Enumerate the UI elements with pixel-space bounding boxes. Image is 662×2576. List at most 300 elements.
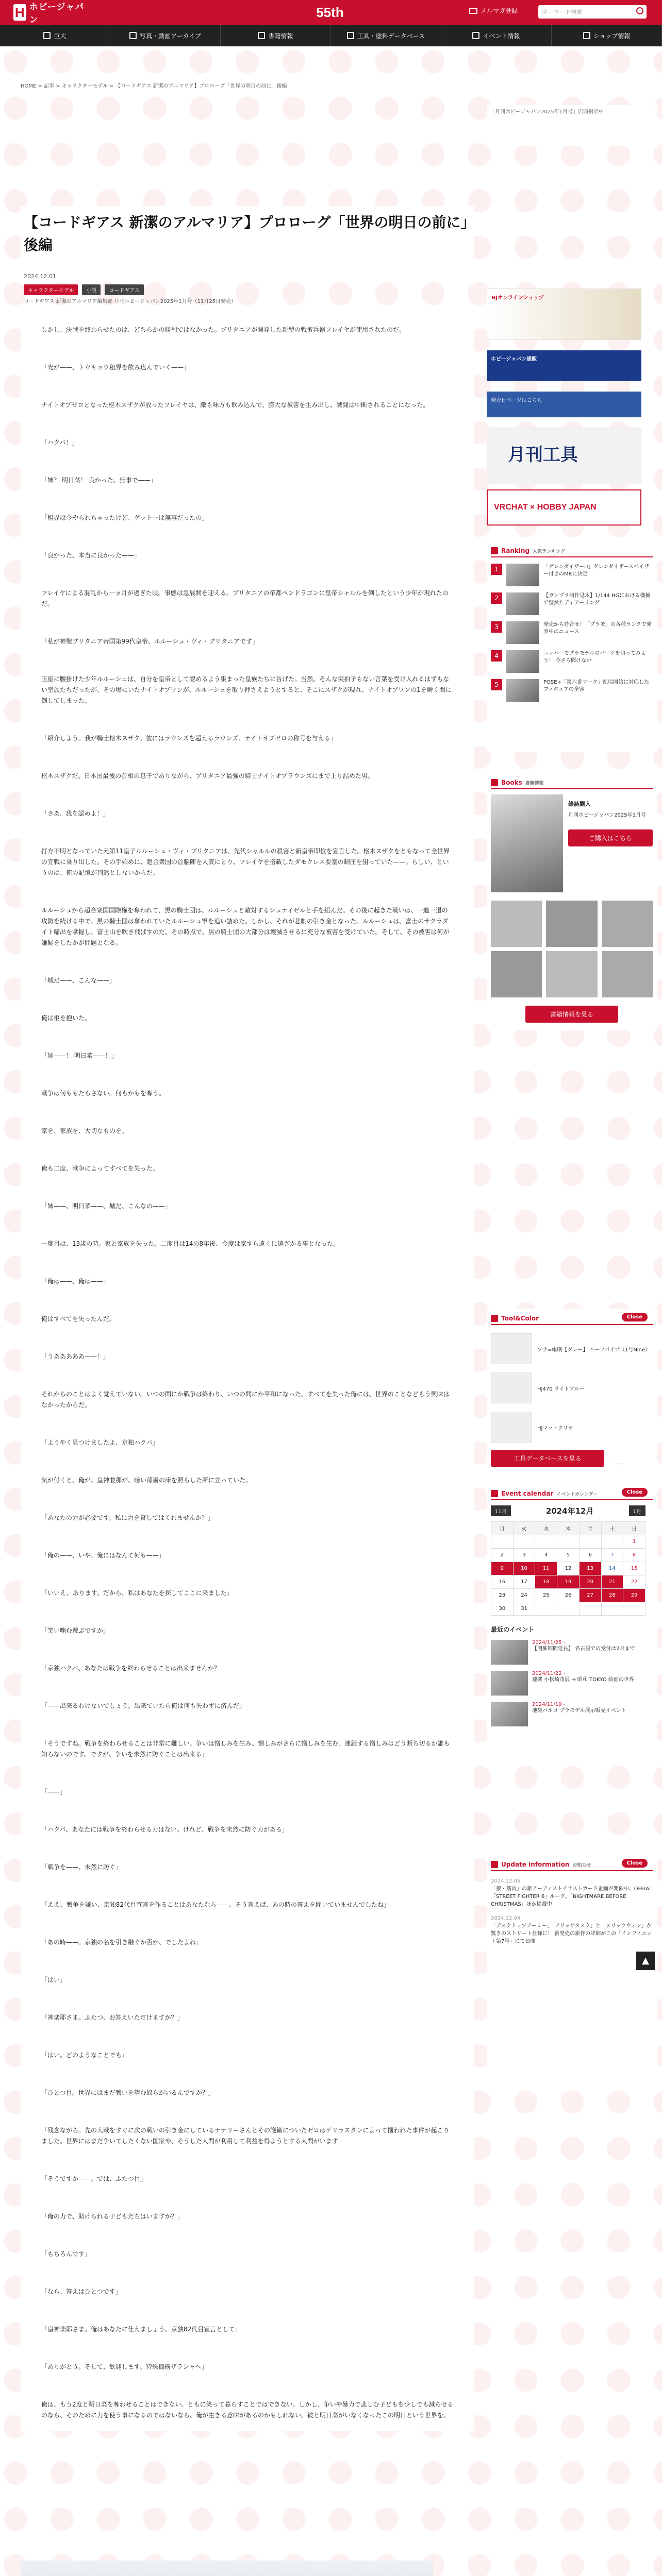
article-paragraph: 「租界は今やられちゃったけど、ゲットーは無事だったの」 xyxy=(41,514,208,521)
sidebar-note-text[interactable]: 「月刊ホビージャパン2025年1月号」店頭掲示中！ xyxy=(490,109,609,115)
tools-close-button[interactable]: Close xyxy=(622,1313,648,1321)
event-date: 2024/11/22 - xyxy=(532,1671,566,1676)
calendar-day[interactable]: 9 xyxy=(491,1562,514,1575)
calendar-day[interactable]: 13 xyxy=(579,1562,601,1575)
ranking-thumbnail xyxy=(506,650,539,673)
paragraph-gap xyxy=(41,2098,454,2125)
event-item[interactable] xyxy=(491,1702,653,1726)
nav-label: イベント情報 xyxy=(483,32,520,40)
update-list xyxy=(491,1877,653,1945)
recent-events-title: 最近のイベント xyxy=(491,1626,535,1633)
tools-heading xyxy=(491,1313,653,1325)
ranking-text: 「グレンダイザーU」グレンダイザースペイザー付きのMRに決定 xyxy=(543,564,650,577)
event-content xyxy=(532,1640,635,1665)
page-title: 【コードギアス 新潔のアルマリア】プロローグ「世界の明日の前に」後編 xyxy=(24,214,468,253)
calendar-day xyxy=(579,1602,601,1616)
paragraph-gap xyxy=(41,1636,454,1663)
event-text: 【開催期間延長】 名古屋での受付は2月まで xyxy=(532,1646,635,1652)
paragraph-gap xyxy=(41,878,454,905)
books-magazine-name: 月刊ホビージャパン2025年1月号 xyxy=(568,812,647,818)
ranking-item[interactable] xyxy=(491,679,653,702)
paragraph-gap xyxy=(41,1448,454,1475)
calendar-day[interactable]: 30 xyxy=(491,1602,514,1616)
banner-label: ホビージャパン通販 xyxy=(491,357,537,362)
calendar-day[interactable]: 1 xyxy=(623,1535,646,1549)
article-paragraph: 「いいえ、あります。だから、私はあなたを探してここに来ました」 xyxy=(41,1589,233,1597)
paragraph-gap xyxy=(41,1873,454,1900)
update-item[interactable] xyxy=(491,1914,653,1945)
paragraph-gap xyxy=(41,1486,454,1513)
paragraph-gap xyxy=(41,1910,454,1937)
article-paragraph: 「ようやく見つけましたよ、京独ハクバ」 xyxy=(41,1439,159,1446)
ranking-number: 5 xyxy=(491,679,502,690)
info-icon xyxy=(491,1861,498,1868)
calendar-day[interactable]: 11 xyxy=(535,1562,557,1575)
article-paragraph: 「もちろんです」 xyxy=(41,2250,91,2258)
ranking-text: POSE+「第六番マーク」配信開始に対応したフィギュアの全容 xyxy=(543,680,649,692)
paragraph-gap xyxy=(41,1061,454,1088)
paragraph-gap xyxy=(41,561,454,588)
ranking-text: 【ガンプラ制作見本】1/144 HGにおける機械で整然たディテーリング xyxy=(543,593,651,606)
article-paragraph: 俺も二度、戦争によってすべてを失った。 xyxy=(41,1165,159,1172)
calendar-day[interactable]: 20 xyxy=(579,1575,601,1589)
update-text: 「狼・筋肉」の新アーティストイラストカード企画が開催中、OFFIAL「STREET FIGHTER 6」ルーク。「NIGHTMARE BEFORE CHRISTMAS」ほか掲載中 xyxy=(491,1886,652,1907)
article-paragraph: 「紹介しよう。我が騎士枢木スザク。彼にはラウンズを超えるラウンズ、ナイトオブゼロの称号を与える」 xyxy=(41,735,337,742)
paragraph-gap xyxy=(41,1287,454,1314)
books-featured xyxy=(491,794,653,892)
article-paragraph: 俺は、もう2度と明日菜を奪わせることはできない。ともに笑って暮らすことではできない。しかし、争いや暴力で悲しむ子どもを少しでも減らせるのなら、そのために力を使う事になるのではないなら、俺が生きる意味があるのかもしれない。彼と明日菜がいなくなったこの明日という世界を。 xyxy=(41,2401,454,2419)
tools-panel xyxy=(487,1309,657,1463)
article-paragraph: 「残念ながら。先の大戦をすぐに次の戦いの引き金にしているナナリーさんとその護衛についたゼロはゲリラスタンによって攫われた事件が起こりました。世界にはまだ争いてしたくない国家や、そうした人間が利用して利益を得ようとする人間がいます」 xyxy=(41,2127,450,2145)
calendar-day xyxy=(535,1535,557,1549)
nav-label: 書籍情報 xyxy=(268,32,293,40)
calendar-close-button[interactable]: Close xyxy=(622,1488,648,1497)
calendar-day xyxy=(579,1535,601,1549)
newsletter-label: メルマガ登録 xyxy=(481,7,518,14)
books-panel xyxy=(487,773,657,1030)
book-thumb[interactable] xyxy=(602,951,653,997)
banner-vrchat[interactable] xyxy=(487,489,641,526)
page-top-button[interactable]: ▲ xyxy=(636,1952,655,1970)
ranking-number: 4 xyxy=(491,650,502,662)
books-buy-button[interactable]: ご購入はこちら xyxy=(568,829,653,846)
article-paragraph: 「はい。どのようなことでも」 xyxy=(41,2052,128,2059)
paragraph-gap xyxy=(41,2147,454,2174)
nav-label: 巨大 xyxy=(54,32,67,40)
calendar-day xyxy=(491,1535,514,1549)
calendar-header-row xyxy=(491,1522,646,1535)
nav-item-2[interactable] xyxy=(221,25,331,46)
article-main xyxy=(21,93,474,2576)
article-paragraph: 「俺の力で、助けられる子どもたちはいますか？」 xyxy=(41,2213,184,2220)
article-body xyxy=(21,309,474,2431)
tool-name: プラ=帳刷【グレー】 ハーフパイプ（1号Nine） xyxy=(537,1347,651,1353)
article-title-box xyxy=(21,206,474,262)
calendar-day xyxy=(513,1535,535,1549)
books-heading xyxy=(491,777,653,789)
ranking-item[interactable] xyxy=(491,592,653,615)
article-paragraph: 「ええ。戦争を嫌い、京独82代目宣言を作ることはあなたなら——。そう言えば、あの時の答えを聞いていませんでしたね」 xyxy=(41,1901,390,1908)
calendar-week xyxy=(491,1535,646,1549)
ranking-item[interactable] xyxy=(491,564,653,586)
calendar-day[interactable]: 17 xyxy=(513,1575,535,1589)
article-paragraph: 「神楽耶さま。ふたつ、お答えいただけますか？」 xyxy=(41,2014,184,2021)
paragraph-gap xyxy=(41,1411,454,1437)
calendar-week xyxy=(491,1602,646,1616)
paragraph-gap xyxy=(41,2260,454,2286)
event-date: 2024/11/25 - xyxy=(532,1640,566,1646)
paragraph-gap xyxy=(41,335,454,362)
book-thumb[interactable] xyxy=(491,951,542,997)
paragraph-gap xyxy=(41,819,454,846)
article-paragraph: 俺はすべてを失ったんだ。 xyxy=(41,1315,115,1323)
article-paragraph: 「良かった、本当に良かった——」 xyxy=(41,552,141,559)
ranking-title: Ranking xyxy=(501,547,530,554)
calendar-heading xyxy=(491,1488,653,1500)
calendar-week xyxy=(491,1549,646,1562)
crown-icon xyxy=(491,547,498,554)
update-date: 2024.12.04 xyxy=(491,1916,521,1921)
paragraph-gap xyxy=(41,1986,454,2012)
book-thumb[interactable] xyxy=(602,901,653,947)
article-paragraph: 「ありがとう。そして、歓迎します。特殊機構ザラシャへ」 xyxy=(41,2363,208,2370)
event-thumbnail xyxy=(491,1702,528,1726)
books-grid xyxy=(491,901,653,997)
books-more-button[interactable]: 書籍情報を見る xyxy=(525,1006,618,1023)
paragraph-gap xyxy=(41,986,454,1013)
shop-icon xyxy=(583,32,590,39)
magazine-cover[interactable] xyxy=(491,794,563,892)
paragraph-gap xyxy=(41,1599,454,1625)
paragraph-gap xyxy=(41,647,454,674)
nav-item-5[interactable] xyxy=(552,25,662,46)
article-paragraph: ナイトオブゼロとなった枢木スザクが放ったフレイヤは、敵も味方も飲み込んで、膨大な被害を生み出し、戦闘は中断されることになった。 xyxy=(41,401,429,409)
update-panel xyxy=(487,1855,657,2081)
update-item[interactable] xyxy=(491,1877,653,1908)
calendar-day[interactable]: 31 xyxy=(513,1602,535,1616)
event-content xyxy=(532,1702,626,1726)
paragraph-gap xyxy=(41,1024,454,1050)
article-paragraph: 一度目は、13歳の時。家と家族を失った。二度目は14の8年後、今度は家すら遠くに遠ざかる事となった。 xyxy=(41,1240,340,1247)
ranking-number: 2 xyxy=(491,592,502,604)
newsletter-link[interactable] xyxy=(469,6,518,15)
article-paragraph: 「俺の——、いや、俺にはなんて何も——」 xyxy=(41,1552,165,1559)
site-logo[interactable] xyxy=(13,2,86,25)
paragraph-gap xyxy=(41,948,454,975)
paragraph-gap xyxy=(41,1760,454,1787)
calendar-day[interactable]: 21 xyxy=(601,1575,623,1589)
calendar-day[interactable]: 27 xyxy=(579,1589,601,1602)
event-text: 連載 小松崎茂展 → 昭和 TOKYO 絵画の世界 xyxy=(532,1677,634,1683)
search-icon[interactable] xyxy=(636,7,643,14)
article-paragraph: 「姉？ 明日菜！ 良かった、無事で——」 xyxy=(41,477,157,484)
article-paragraph: 「そうですね。戦争を終わらせることは非常に難しい。争いは憎しみを生み、憎しみがさらに憎しみを生む。連鎖する憎しみはどう断ち切るか誰も知らないのです。ですが、争いを未然に防ぐことは出来る」 xyxy=(41,1740,450,1758)
paragraph-gap xyxy=(41,2372,454,2399)
event-thumbnail xyxy=(491,1640,528,1665)
update-close-button[interactable]: Close xyxy=(622,1859,648,1868)
article-image xyxy=(21,2561,433,2576)
tools-more-button[interactable]: 工具データベースを見る xyxy=(491,1450,604,1467)
calendar-day[interactable]: 22 xyxy=(623,1575,646,1589)
article-paragraph: 俺は枢を抱いた。 xyxy=(41,1014,91,1022)
calendar-week xyxy=(491,1562,646,1575)
paragraph-gap xyxy=(41,2184,454,2211)
calendar-icon xyxy=(491,1490,498,1497)
calendar-nav xyxy=(491,1505,646,1516)
calendar-weekday: 土 xyxy=(601,1522,623,1535)
ranking-heading xyxy=(491,545,653,557)
article-paragraph: 「なら、答えはひとつです」 xyxy=(41,2288,122,2295)
calendar-day[interactable]: 24 xyxy=(513,1589,535,1602)
calendar-day[interactable]: 23 xyxy=(491,1589,514,1602)
nav-item-1[interactable] xyxy=(110,25,221,46)
calendar-weekday: 火 xyxy=(513,1522,535,1535)
update-text: 「デスクトップアーミー」「アリッサタスク」と「メリックウィン」が驚きのストリート仕様に！ 新発売の新作の詳細がこの「インフィニット第7号」にて公開 xyxy=(491,1923,652,1944)
tool-name: HJマットクリヤ xyxy=(537,1425,573,1431)
calendar-subtitle: イベントカレンダー xyxy=(556,1492,598,1497)
article-paragraph: 「光が——、トウキョウ租界を飲み込んでいく——」 xyxy=(41,364,190,371)
article-tag[interactable]: キャラクターモデル xyxy=(24,284,78,295)
ranking-thumbnail xyxy=(506,592,539,615)
nav-label: 写真・動画アーカイブ xyxy=(140,32,201,40)
mail-icon xyxy=(469,8,477,14)
paragraph-gap xyxy=(41,1212,454,1239)
site-header xyxy=(0,0,662,25)
article-paragraph: 気が付くと、俺が、皇神兼那が、暗い部屋の床を照らした所に立っていた。 xyxy=(41,1477,252,1484)
article-paragraph: 「あなたの力が必要です。私に力を貸してはくれませんか？」 xyxy=(41,1514,214,1521)
home-icon xyxy=(43,32,51,39)
event-thumbnail xyxy=(491,1671,528,1696)
ranking-text: 発売から待合せ！「プラモ」の各種ランクで発表中のニュース xyxy=(543,622,652,635)
banner-label: VRCHAT × HOBBY JAPAN xyxy=(494,503,597,512)
paragraph-gap xyxy=(41,1099,454,1126)
search-placeholder: キーワード検索 xyxy=(542,9,582,15)
article-author: コードギアス 新潔のアルマリア編集部 月刊ホビージャパン2025年1月号（11月25日発売） xyxy=(24,299,237,304)
banner-label: 月刊工具 xyxy=(508,445,578,465)
main-nav xyxy=(0,25,662,46)
ranking-thumbnail xyxy=(506,564,539,586)
calendar-day[interactable]: 10 xyxy=(513,1562,535,1575)
calendar-day[interactable]: 19 xyxy=(557,1575,580,1589)
banner-monthly-tools[interactable] xyxy=(487,428,641,484)
calendar-day[interactable]: 2 xyxy=(491,1549,514,1562)
books-subtitle: 書籍情報 xyxy=(525,781,544,786)
article-paragraph: 「京独ハクバ、あなたは戦争を終わらせることは出来ませんか？」 xyxy=(41,1665,226,1672)
calendar-day[interactable]: 18 xyxy=(535,1575,557,1589)
calendar-week xyxy=(491,1575,646,1589)
calendar-week xyxy=(491,1589,646,1602)
article-paragraph: 「ハクバ、あなたには戦争を終わらせる力はない。けれど、戦争を未然に防ぐ力がある」 xyxy=(41,1826,288,1833)
article-paragraph: 打方不明となっていた元第11皇子ルルーシュ・ヴィ・ブリタニアは、先代シャルルの殺害と新皇帝即位を宣言した。枢木スザクをともなって全世界の宣戦に乗り出した。その手始めに、超合衆国の首脳陣を人質にとり、フレイヤを搭載したダモクレス要塞の制圧を狙っていた——。らしい、というのは、俺の記憶が判然としないからだ。 xyxy=(41,848,450,876)
books-title: Books xyxy=(501,779,522,786)
article-paragraph: 「皇神楽耶さま。俺はあなたに仕えましょう。京独82代目宣言として」 xyxy=(41,2326,241,2333)
tool-image xyxy=(491,1333,532,1364)
calendar-day[interactable]: 29 xyxy=(623,1589,646,1602)
article-paragraph: 玉座に腰掛けた少年ルルーシュは、自分を皇帝として認めるよう集まった皇族たちに告げた。当然、そんな突拍子もない言葉を受け入れるはずもない皇族たちだったが、その場にいたナイトオブワンが、ルルーシュを取り押さえようとすると、そこにスザクが現れ、ナイトオブワンの1を瞬く間に倒してしまった。 xyxy=(41,675,452,704)
tool-image xyxy=(491,1412,532,1443)
calendar-weekday: 水 xyxy=(535,1522,557,1535)
paragraph-gap xyxy=(41,1948,454,1975)
article-paragraph: 「ハクバ！」 xyxy=(41,439,78,446)
article-paragraph: 「姉——、明日菜——、城だ、こんなの——」 xyxy=(41,1202,172,1210)
article-tag[interactable]: コードギアス xyxy=(105,284,144,295)
article-paragraph: ルルーシュから超合衆国国際権を奪われて、黒の騎士団は、ルルーシュと敵対するシュナイゼルと手を組んだ。その後に起きた戦いは、一進一退の攻防を続ける中で、黒の騎士団は奪われていたルルーシュ軍を追い詰めた。しかし、それが悲劇の引き金となった。ルルーシュは、富士のサクラダイト輸出を掌握し、富士山を吹き飛ばすのだ。その時点で、黒の騎士団の大部分は壊滅させるに充分な被害を受けていた。そして、その被害は何が嫌疑をしたかが問題となる。 xyxy=(41,907,450,946)
event-item[interactable] xyxy=(491,1671,653,1696)
paragraph-gap xyxy=(41,373,454,400)
paragraph-gap xyxy=(41,1561,454,1588)
event-item[interactable] xyxy=(491,1640,653,1665)
calendar-day[interactable]: 12 xyxy=(557,1562,580,1575)
paragraph-gap xyxy=(41,1174,454,1201)
camera-icon xyxy=(129,32,137,39)
ranking-item[interactable] xyxy=(491,621,653,644)
nav-item-0[interactable] xyxy=(0,25,110,46)
tag-list xyxy=(24,284,144,295)
paragraph-gap xyxy=(41,1523,454,1550)
ranking-subtitle: 人気ランキング xyxy=(533,549,565,554)
book-thumb[interactable] xyxy=(546,901,597,947)
calendar-day xyxy=(557,1535,580,1549)
nav-item-3[interactable] xyxy=(331,25,441,46)
event-list xyxy=(491,1640,653,1726)
article-date: 2024.12.01 xyxy=(24,273,56,280)
article-paragraph: 家を、家族を、大切なものを。 xyxy=(41,1127,128,1134)
banner-label: HJオンラインショップ xyxy=(491,295,544,301)
calendar-weekday: 木 xyxy=(557,1522,580,1535)
article-paragraph: 戦争は何ももたらさない。何もかもを奪う。 xyxy=(41,1090,166,1097)
calendar-day[interactable]: 6 xyxy=(579,1549,601,1562)
calendar-weekday: 月 xyxy=(491,1522,514,1535)
paragraph-gap xyxy=(41,782,454,808)
nav-label: ショップ情報 xyxy=(593,32,631,40)
calendar-day[interactable]: 14 xyxy=(601,1562,623,1575)
calendar-day xyxy=(601,1535,623,1549)
paragraph-gap xyxy=(41,2297,454,2324)
paragraph-gap xyxy=(41,1798,454,1824)
book-thumb[interactable] xyxy=(491,901,542,947)
ranking-thumbnail xyxy=(506,679,539,702)
paragraph-gap xyxy=(41,448,454,475)
paragraph-gap xyxy=(41,1362,454,1389)
calendar-day[interactable]: 5 xyxy=(557,1549,580,1562)
calendar-next-button[interactable]: 1月 xyxy=(629,1505,646,1516)
article-paragraph: 枢木スザクだ。日本国最後の首相の息子でありながら、ブリタニア最強の騎士ナイトオブラウンズにまで上り詰めた男。 xyxy=(41,772,374,779)
calendar-day xyxy=(557,1602,580,1616)
tool-list xyxy=(491,1333,653,1443)
ranking-item[interactable] xyxy=(491,650,653,673)
tool-image xyxy=(491,1372,532,1403)
article-paragraph: しかし、決戦を終わらせたのは、どちらかの勝利ではなかった。ブリタニアが開発した新型の戦術兵器フレイヤが使用されたのだ。 xyxy=(41,326,406,333)
paragraph-gap xyxy=(41,2061,454,2088)
nav-item-4[interactable] xyxy=(441,25,552,46)
article-paragraph: 「——」 xyxy=(41,1788,67,1795)
article-paragraph: 「笑い噛む遊ぶですか」 xyxy=(41,1627,110,1634)
logo-text: ホビージャパン xyxy=(29,2,85,25)
books-label: 雑誌購入 xyxy=(568,801,591,807)
calendar-weekday: 日 xyxy=(623,1522,646,1535)
article-paragraph: 「——出来るわけないでしょう。出来ていたら俺は何も失わずに済んだ」 xyxy=(41,1702,246,1709)
event-date: 2024/11/19 - xyxy=(532,1702,566,1707)
banner-release[interactable] xyxy=(487,392,641,417)
event-text: 池袋パルコ プラモデル展示販売イベント xyxy=(532,1708,626,1714)
calendar-month: 2024年12月 xyxy=(545,1506,594,1516)
article-paragraph: 「さあ、我を認めよ！」 xyxy=(41,810,109,817)
calendar-day xyxy=(601,1602,623,1616)
calendar-day[interactable]: 25 xyxy=(535,1589,557,1602)
book-thumb[interactable] xyxy=(546,951,597,997)
paragraph-gap xyxy=(41,1137,454,1163)
article-paragraph: 「そうですか——。では、ふたつ目」 xyxy=(41,2175,147,2182)
calendar-day[interactable]: 8 xyxy=(623,1549,646,1562)
paragraph-gap xyxy=(41,2023,454,2050)
banner-hj-online[interactable] xyxy=(487,289,641,340)
update-subtitle: お知らせ xyxy=(572,1862,591,1868)
ranking-number: 1 xyxy=(491,564,502,575)
article-paragraph: それからのことはよく覚えていない。いつの間にか戦争は終わり、いつの間にか平和になった。すべてを失った俺には、世界のことなどもう興味はなかったからだ。 xyxy=(41,1391,450,1409)
calendar-day xyxy=(623,1602,646,1616)
tool-item[interactable] xyxy=(491,1372,653,1403)
paragraph-gap xyxy=(41,1835,454,1862)
calendar-day[interactable]: 16 xyxy=(491,1575,514,1589)
calendar-weekday: 金 xyxy=(579,1522,601,1535)
calendar-icon xyxy=(472,32,479,39)
paragraph-gap xyxy=(41,744,454,771)
paragraph-gap xyxy=(41,706,454,733)
article-paragraph: 「ひとつ目。世界にはまだ戦いを望む奴らがいるんですか？」 xyxy=(41,2089,214,2096)
ranking-text: ニッパーでプラモデルのパーツを切ってみよう！ 今さら聞けない xyxy=(543,651,646,664)
breadcrumb[interactable]: HOME > 記事 > キャラクターモデル > 【コードギアス 新潔のアルマリア】プロローグ「世界の明日の前に」後編 xyxy=(21,83,287,89)
nav-label: 工具・塗料データベース xyxy=(357,32,425,40)
calendar-day[interactable]: 28 xyxy=(601,1589,623,1602)
update-date: 2024.12.05 xyxy=(491,1878,521,1884)
calendar-day[interactable]: 26 xyxy=(557,1589,580,1602)
paragraph-gap xyxy=(41,609,454,636)
banner-shop[interactable] xyxy=(487,350,641,381)
paragraph-gap xyxy=(41,411,454,437)
update-heading xyxy=(491,1859,653,1871)
calendar-day[interactable]: 4 xyxy=(535,1549,557,1562)
anniversary-badge: 55th xyxy=(316,5,344,20)
calendar-title: Event calendar xyxy=(501,1490,554,1497)
article-paragraph: 「戦争を——、未然に防ぐ」 xyxy=(41,1863,122,1871)
search-input[interactable] xyxy=(538,5,647,19)
paragraph-gap xyxy=(41,2335,454,2362)
calendar-prev-button[interactable]: 11月 xyxy=(491,1505,511,1516)
calendar-day[interactable]: 7 xyxy=(601,1549,623,1562)
article-tag[interactable]: 小説 xyxy=(82,284,101,295)
event-calendar-panel xyxy=(487,1484,657,1752)
paragraph-gap xyxy=(41,1325,454,1351)
ranking-thumbnail xyxy=(506,621,539,644)
article-paragraph: 「姉——！ 明日菜——！」 xyxy=(41,1052,118,1059)
banner-label: 発売日ページはこちら xyxy=(491,398,542,403)
article-paragraph: フレイヤによる混乱から一ヵ月が過ぎた頃。事態は急展開を迎える。ブリタニアの帝都ペンドラゴンに皇帝シャルルを倒したという少年が現れたのだ。 xyxy=(41,589,449,607)
tool-item[interactable] xyxy=(491,1333,653,1364)
paragraph-gap xyxy=(41,2222,454,2249)
article-paragraph: 「俺は——、俺は——」 xyxy=(41,1278,110,1285)
tool-item[interactable] xyxy=(491,1412,653,1443)
sidebar xyxy=(487,52,657,2576)
ranking-list xyxy=(491,564,653,702)
article-paragraph: 「はい」 xyxy=(41,1976,67,1984)
ranking-number: 3 xyxy=(491,621,502,633)
calendar-day[interactable]: 15 xyxy=(623,1562,646,1575)
paragraph-gap xyxy=(41,1249,454,1276)
article-paragraph: 「城だ——、こんな——」 xyxy=(41,977,116,984)
calendar-day[interactable]: 3 xyxy=(513,1549,535,1562)
calendar-day xyxy=(535,1602,557,1616)
paragraph-gap xyxy=(41,523,454,550)
